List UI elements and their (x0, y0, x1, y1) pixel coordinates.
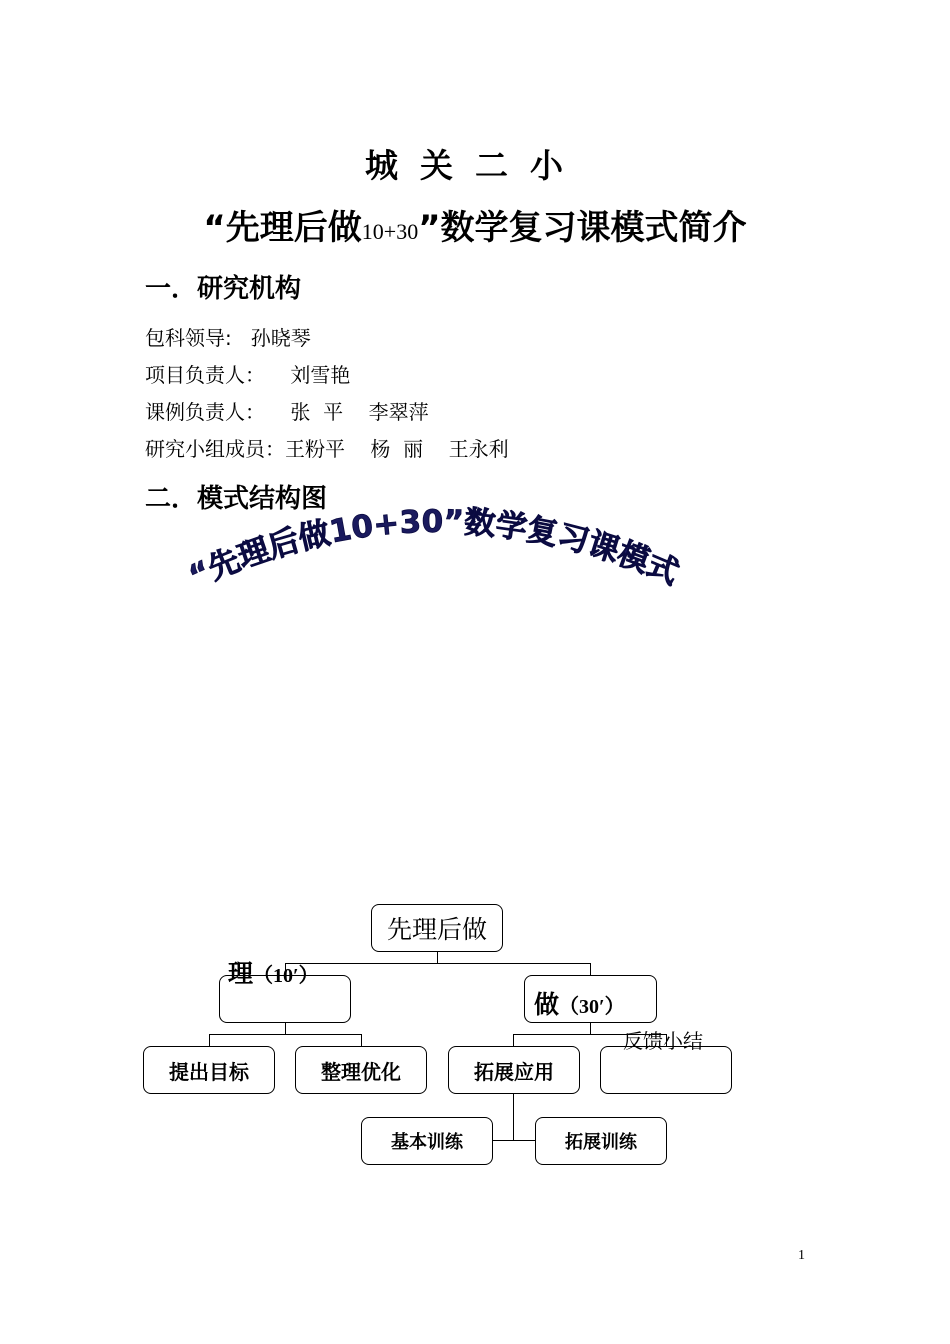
subtitle-pre: “先理后做 (203, 208, 362, 248)
connector (209, 1034, 362, 1035)
connector (492, 1140, 536, 1141)
leader-line: 包科领导: 孙晓琴 (145, 326, 311, 350)
zuo-label (534, 985, 625, 1021)
li-time: （10′） (253, 965, 319, 987)
connector (209, 1034, 210, 1046)
wordart-textpath: “先理后做10+30”数学复习课模式 (183, 503, 684, 596)
subtitle-number: 10+30 (361, 219, 419, 244)
subtitle-post: ”数学复习课模式简介 (418, 208, 747, 248)
team-members-line: 研究小组成员：王粉平 杨 丽 王永利 (145, 437, 509, 461)
case-manager-line: 课例负责人： 张 平 李翠萍 (145, 400, 429, 424)
li-label (228, 954, 319, 990)
li-char: 理 (228, 959, 254, 988)
connector (285, 1022, 286, 1034)
connector (361, 1034, 362, 1046)
connector (437, 951, 438, 963)
sub-basic-training: 基本训练 (361, 1117, 493, 1165)
root-node: 先理后做 (371, 904, 503, 952)
section-heading-research-org: 一．研究机构 (145, 274, 302, 304)
leaf-extend-apply: 拓展应用 (448, 1046, 580, 1094)
connector (513, 1034, 514, 1046)
zuo-time: （30′） (559, 996, 625, 1018)
zuo-char: 做 (534, 990, 560, 1019)
leaf-raise-goals: 提出目标 (143, 1046, 275, 1094)
section-heading-structure: 二．模式结构图 (145, 484, 328, 514)
school-title: 城关二小 (365, 146, 585, 185)
leaf-organize-optimize: 整理优化 (295, 1046, 427, 1094)
connector (590, 1022, 591, 1034)
connector (590, 963, 591, 975)
sub-extend-training: 拓展训练 (535, 1117, 667, 1165)
connector (513, 1093, 514, 1140)
project-manager-line: 项目负责人： 刘雪艳 (145, 363, 351, 387)
wordart-text (184, 504, 684, 595)
connector (285, 963, 590, 964)
wordart-title (0, 0, 950, 650)
page-number: 1 (798, 1248, 805, 1263)
feedback-label: 反馈小结 (623, 1029, 703, 1053)
